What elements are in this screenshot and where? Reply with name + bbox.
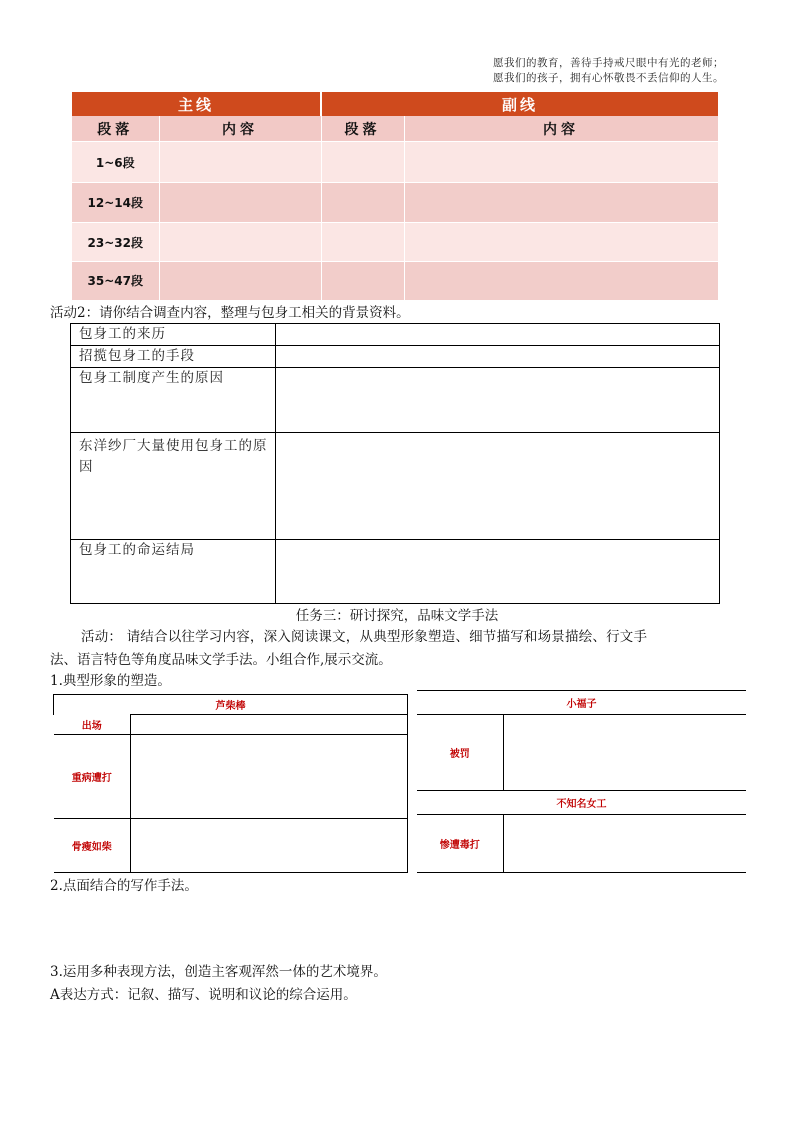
segment-label: 1~6段 <box>72 142 159 183</box>
task-3-activity-line-2: 法、语言特色等角度品味文学手法。小组合作,展示交流。 <box>50 652 392 668</box>
section-1-heading: 1.典型形象的塑造。 <box>50 673 171 689</box>
table-row <box>72 183 718 223</box>
answer-cell[interactable] <box>503 815 746 873</box>
answer-cell[interactable] <box>276 368 720 433</box>
section-2-heading: 2.点面结合的写作手法。 <box>50 878 198 894</box>
lu-chai-bang-table <box>53 694 408 873</box>
row-label-skinny: 骨瘦如柴 <box>54 819 131 873</box>
task-3-activity-line-1: 活动： 请结合以往学习内容，深入阅读课文，从典型形象塑造、细节描写和场景描绘、行文手 <box>81 629 648 645</box>
motto <box>493 56 724 86</box>
table-row <box>72 223 718 262</box>
character-title: 不知名女工 <box>417 791 746 815</box>
row-label-sick-beaten: 重病遭打 <box>54 735 131 819</box>
answer-cell[interactable] <box>131 715 408 735</box>
content-cell[interactable] <box>321 262 404 300</box>
content-cell[interactable] <box>321 223 404 262</box>
content-cell[interactable] <box>321 183 404 223</box>
content-cell[interactable] <box>404 223 718 262</box>
col-paragraph-main: 段落 <box>72 116 159 142</box>
answer-cell[interactable] <box>503 715 746 791</box>
character-title: 小福子 <box>417 691 746 715</box>
content-cell[interactable] <box>404 183 718 223</box>
row-label-factory-reason: 东洋纱厂大量使用包身工的原因 <box>71 433 276 540</box>
main-line-header: 主线 <box>72 92 321 116</box>
character-title: 芦柴棒 <box>54 695 408 715</box>
row-label-beaten: 惨遭毒打 <box>417 815 503 873</box>
row-label-system-cause: 包身工制度产生的原因 <box>71 368 276 433</box>
task-3-title: 任务三：研讨探究，品味文学手法 <box>295 608 499 624</box>
content-cell[interactable] <box>321 142 404 183</box>
motto-line-1: 愿我们的教育，善待手持戒尺眼中有光的老师； <box>493 57 724 69</box>
content-cell[interactable] <box>404 262 718 300</box>
other-workers-table <box>417 690 746 873</box>
col-content-main: 内容 <box>159 116 321 142</box>
table-row <box>72 262 718 300</box>
row-label-fate: 包身工的命运结局 <box>71 540 276 604</box>
col-content-sub: 内容 <box>404 116 718 142</box>
motto-line-2: 愿我们的孩子，拥有心怀敬畏不丢信仰的人生。 <box>493 72 724 84</box>
row-label-appearance: 出场 <box>54 715 131 735</box>
answer-cell[interactable] <box>131 735 408 819</box>
answer-cell[interactable] <box>131 819 408 873</box>
segment-label: 12~14段 <box>72 183 159 223</box>
answer-cell[interactable] <box>276 346 720 368</box>
col-paragraph-sub: 段落 <box>321 116 404 142</box>
row-label-recruit: 招揽包身工的手段 <box>71 346 276 368</box>
content-cell[interactable] <box>159 262 321 300</box>
table-row <box>72 142 718 183</box>
row-label-origin: 包身工的来历 <box>71 324 276 346</box>
mainline-subline-table <box>72 92 719 300</box>
answer-cell[interactable] <box>276 324 720 346</box>
section-a-text: A表达方式：记叙、描写、说明和议论的综合运用。 <box>50 987 357 1003</box>
sub-line-header: 副线 <box>321 92 718 116</box>
content-cell[interactable] <box>159 142 321 183</box>
segment-label: 35~47段 <box>72 262 159 300</box>
content-cell[interactable] <box>404 142 718 183</box>
activity-2-instruction: 活动2：请你结合调查内容，整理与包身工相关的背景资料。 <box>50 305 410 321</box>
row-label-punished: 被罚 <box>417 715 503 791</box>
answer-cell[interactable] <box>276 540 720 604</box>
content-cell[interactable] <box>159 183 321 223</box>
segment-label: 23~32段 <box>72 223 159 262</box>
section-3-heading: 3.运用多种表现方法，创造主客观浑然一体的艺术境界。 <box>50 964 387 980</box>
background-info-table <box>70 323 720 604</box>
answer-cell[interactable] <box>276 433 720 540</box>
content-cell[interactable] <box>159 223 321 262</box>
